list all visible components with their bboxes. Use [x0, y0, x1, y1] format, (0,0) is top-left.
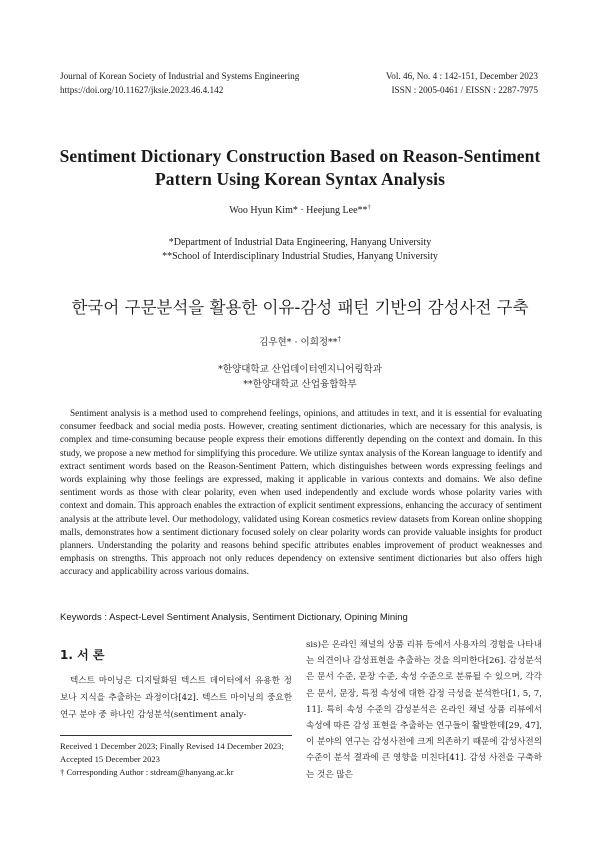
korean-author-names: 김우현* · 이희정** — [259, 337, 338, 348]
english-title-line-2: Pattern Using Korean Syntax Analysis — [154, 169, 446, 189]
corresponding-mark: † — [367, 204, 371, 211]
received-date: Received 1 December 2023; Finally Revised 14 December 2023; — [60, 741, 284, 751]
korean-corresponding-mark: † — [337, 335, 341, 343]
english-affiliation-1: *Department of Industrial Data Engineering, Hanyang University — [168, 237, 432, 248]
keywords-label: Keywords — [60, 612, 102, 623]
introduction-right-column: sis)은 온라인 채널의 상품 리뷰 등에서 사용자의 경험을 나타내는 의견이나 감성표현을 추출하는 것을 의미한다[26]. 감성분석은 문서 수준, 문장 수준, 속성 수준으로 분류될 수 있으며, 각각은 문서, 문장, 특정 속성에 대한 감정 극성을 분석한다[1, 5, 7, 11]. 특히 속성 수준의 감성분석은 온라인 채널 상품 리뷰에서 속성에 따른 감성 표현을 추출하는 연구들이 활발한데[29, 47], 이 분야의 연구는 감성사전에 크게 의존하기 때문에 감성사전의 수준이 분석 결과에 큰 영향을 미친다[41]. 감성 사전을 구축하는 것은 많은 — [306, 640, 543, 780]
keywords — [60, 612, 408, 623]
korean-affiliations — [0, 362, 600, 392]
english-title-line-1: Sentiment Dictionary Construction Based on Reason-Sentiment — [59, 146, 541, 166]
korean-authors — [0, 334, 600, 348]
journal-header-left — [60, 70, 299, 97]
journal-name: Journal of Korean Society of Industrial and Systems Engineering — [60, 71, 300, 81]
journal-header-right — [386, 70, 538, 97]
keywords-text: : Aspect-Level Sentiment Analysis, Sentiment Dictionary, Opining Mining — [104, 612, 408, 623]
introduction-left-column: 텍스트 마이닝은 디지털화된 텍스트 데이터에서 유용한 정보나 지식을 추출하는 과정이다[42]. 텍스트 마이닝의 중요한 연구 분야 중 하나인 감성분석(sentiment analy- — [60, 676, 292, 720]
english-affiliations — [0, 236, 600, 264]
section-heading-introduction: 1. 서 론 — [60, 648, 105, 662]
issn-info: ISSN : 2005-0461 / EISSN : 2287-7975 — [391, 84, 538, 95]
footnote — [60, 740, 300, 779]
english-authors — [0, 205, 600, 216]
accepted-date: Accepted 15 December 2023 — [60, 754, 160, 764]
footnote-divider — [60, 735, 292, 736]
abstract: Sentiment analysis is a method used to comprehend feelings, opinions, and attitudes in text, and it is essential for evaluating consumer feedback and social media posts. However, creating sentiment dictionaries, which are necessary for this analysis, is complex and time-consuming because people express their emotions differently depending on the context and domain. In this study, we propose a new method for simplifying this procedure. We utilize syntax analysis of the Korean language to identify and extract sentiment words based on the Reason-Sentiment Pattern, which distinguishes between words expressing feelings and words explaining why those feelings are expressed, making it applicable in various contexts and domains. We also define sentiment words as those with clear polarity, even when used independently and exclude words whose polarity varies with context and domain. This approach enables the extraction of explicit sentiment expressions, enhancing the accuracy of sentiment analysis at the attribute level. Our methodology, validated using Korean cosmetics review datasets from Korean online shopping malls, demonstrates how a sentiment dictionary focused solely on clear polarity words can provide valuable insights for product planners. Understanding the polarity and reasons behind specific attributes enables improvement of product weaknesses and emphasis on strengths. This approach not only reduces dependency on extensive sentiment dictionaries but also offers high accuracy and applicability across various domains. — [60, 409, 542, 578]
corresponding-email: Corresponding Author : stdream@hanyang.ac.kr — [66, 767, 234, 777]
corresponding-author — [60, 766, 300, 779]
volume-info: Vol. 46, No. 4 : 142-151, December 2023 — [385, 71, 538, 81]
english-author-names: Woo Hyun Kim* · Heejung Lee** — [229, 205, 368, 216]
english-title — [40, 145, 560, 191]
korean-affiliation-1: *한양대학교 산업데이터엔지니어링학과 — [218, 364, 382, 375]
dagger-mark: † — [60, 767, 65, 777]
korean-affiliation-2: **한양대학교 산업융합학부 — [243, 379, 357, 390]
english-affiliation-2: **School of Interdisciplinary Industrial Studies, Hanyang University — [162, 251, 438, 262]
korean-title: 한국어 구문분석을 활용한 이유-감성 패턴 기반의 감성사전 구축 — [71, 298, 529, 317]
doi-link[interactable]: https://doi.org/10.11627/jksie.2023.46.4.142 — [60, 84, 224, 95]
